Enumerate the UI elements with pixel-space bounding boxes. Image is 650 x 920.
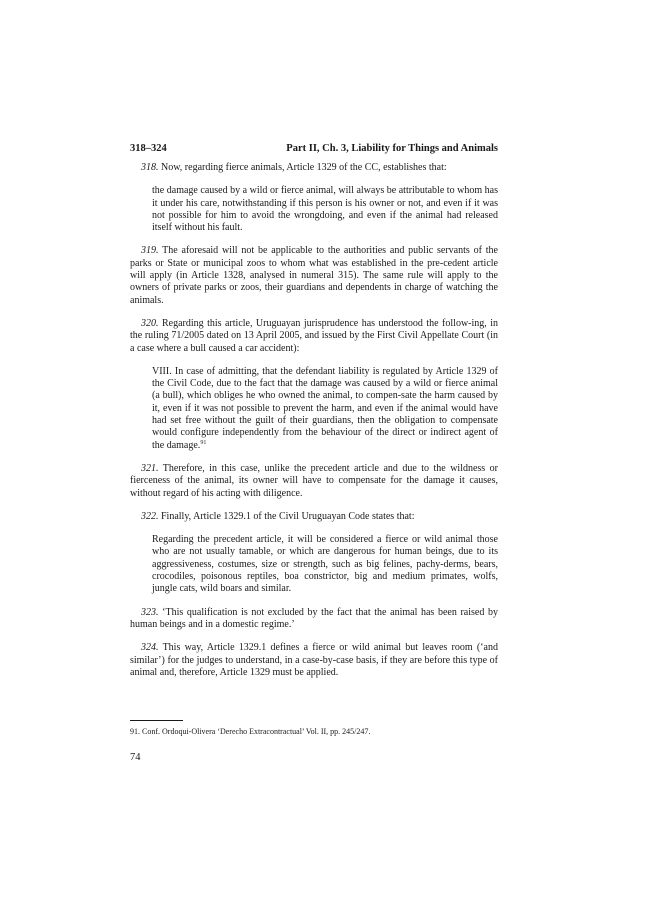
- paragraph-text: The aforesaid will not be applicable to the authorities and public servants of the parks or State or municipal zoos to whom what was established in the pre-cedent article will apply (in Article 1328, analysed in numeral 315). The same rule will apply to the owners of private parks or zoos, their guardians and dependents in charge of watching the animals.: [130, 245, 498, 306]
- block-quote-1329: the damage caused by a wild or fierce animal, will always be attributable to whom has it under his care, notwithstanding if this person is his owner or not, and even if it was not possible for him to avoid the wrongdoing, and even if the animal had released itself without his fault.: [152, 185, 498, 234]
- footnote-reference[interactable]: 91: [200, 439, 207, 446]
- block-quote-1329-1: Regarding the precedent article, it will be considered a fierce or wild animal those who are not usually tamable, or which are dangerous for human beings, due to its aggressiveness, costumes, size or strength, such as big felines, pachy-derms, bears, crocodiles, poisonous reptiles, boa constrictor, big and medium primates, wolfs, jungle cats, wild boars and similar.: [152, 534, 498, 595]
- paragraph-324: [130, 642, 498, 679]
- paragraph-number: 323.: [141, 606, 159, 618]
- paragraph-text: Finally, Article 1329.1 of the Civil Uruguayan Code states that:: [161, 510, 415, 522]
- paragraph-text: Therefore, in this case, unlike the precedent article and due to the wildness or fierceness of the animal, its owner will have to compensate for the damage it causes, without regard of his acting with diligence.: [130, 462, 498, 499]
- quote-text: VIII. In case of admitting, that the defendant liability is regulated by Article 1329 of the Civil Code, due to the fact that the damage was caused by a wild or fierce animal (a bull), which obliges he who owned the animal, to compen-sate the harm caused by it, even if it was not possible to prevent the harm, and even if the animal would have had set free without the guilt of their guardians, then the obligation to compensate would configure independently from the behaviour of the direct or indirect agent of the damage.: [152, 365, 498, 451]
- paragraph-318: [130, 162, 498, 174]
- page-number: 74: [130, 752, 141, 763]
- paragraph-text: Now, regarding fierce animals, Article 1329 of the CC, establishes that:: [161, 162, 447, 173]
- footnote-divider: [130, 720, 183, 721]
- paragraph-number: 324.: [141, 642, 159, 654]
- paragraph-319: [130, 245, 498, 306]
- page-body: [130, 142, 498, 690]
- footnote-91: 91. Conf. Ordoqui-Olivera ‘Derecho Extracontractual’ Vol. II, pp. 245/247.: [130, 727, 371, 736]
- block-quote-ruling: [152, 366, 498, 452]
- paragraph-323: [130, 607, 498, 632]
- paragraph-text: ‘This qualification is not excluded by the fact that the animal has been raised by human beings and in a domestic regime.’: [130, 606, 498, 630]
- paragraph-322: [130, 511, 498, 523]
- section-range: 318–324: [130, 143, 167, 154]
- paragraph-320: [130, 318, 498, 355]
- paragraph-text: Regarding this article, Uruguayan jurisprudence has understood the follow-ing, in the ruling 71/2005 dated on 13 April 2005, and issued by the First Civil Appellate Court (in a case where a bull caused a car accident):: [130, 317, 499, 354]
- paragraph-number: 318.: [141, 162, 159, 173]
- paragraph-number: 320.: [141, 317, 159, 329]
- paragraph-number: 321.: [141, 462, 159, 474]
- chapter-title: Part II, Ch. 3, Liability for Things and Animals: [286, 143, 498, 154]
- running-header: [130, 142, 498, 156]
- paragraph-321: [130, 463, 498, 500]
- paragraph-number: 322.: [141, 510, 159, 522]
- paragraph-text: This way, Article 1329.1 defines a fierce or wild animal but leaves room (‘and similar’) for the judges to understand, in a case-by-case basis, if they are before this type of animal and, therefore, Article 1329 must be applied.: [130, 642, 498, 678]
- paragraph-number: 319.: [141, 245, 159, 257]
